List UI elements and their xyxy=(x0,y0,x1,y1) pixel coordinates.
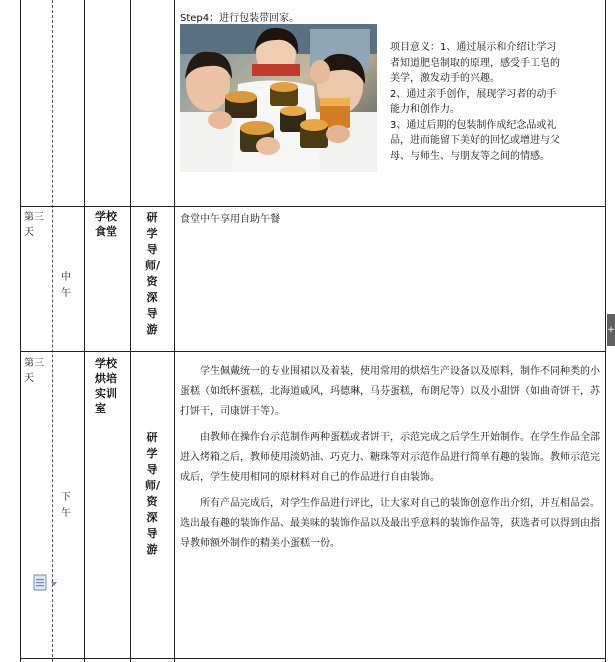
significance-line: 能力和创作力。 xyxy=(390,104,460,115)
grid-line xyxy=(20,658,606,659)
description-paragraph: 由教师在操作台示范制作两种蛋糕或者饼干，示范完成之后学生开始制作。在学生作品全部进入烤箱之后，教师使用淡奶油、巧克力、糖珠等对示范作品进行简单有趣的装饰。教师示范完成后，学生使用相同的原材料对自己的作品进行自由装饰。 xyxy=(180,432,600,483)
time-slot: 中午 xyxy=(61,272,71,299)
grid-line xyxy=(605,0,606,662)
day-label-line: 第三 xyxy=(24,358,44,369)
grid-line xyxy=(130,0,131,662)
step-title: Step4：进行包装带回家。 xyxy=(180,13,300,24)
description-paragraph: 学生佩戴统一的专业围裙以及着装，使用常用的烘焙生产设备以及原料，制作不同种类的小蛋糕（如纸杯蛋糕，北海道戚风，玛德琳，马芬蛋糕，布朗尼等）以及小甜饼（如曲奇饼干，苏打饼干，司康饼干等）。 xyxy=(180,366,600,417)
grid-line-dashed xyxy=(52,0,53,662)
project-significance xyxy=(390,40,604,164)
children-cupcakes-photo xyxy=(180,24,377,172)
significance-line: 者知道肥皂制取的原理，感受手工皂的 xyxy=(390,57,560,69)
grid-line xyxy=(20,206,606,207)
significance-line: 2、通过亲手创作，展现学习者的动手 xyxy=(390,88,557,100)
description-paragraph: 所有产品完成后，对学生作品进行评比，让大家对自己的装饰创意作出介绍，并互相品尝。选出最有趣的装饰作品、最美味的装饰作品以及最出乎意料的装饰作品等，获选者可以得到由指导教师额外制作的精美小蛋糕一份。 xyxy=(180,498,600,549)
time-slot: 下午 xyxy=(61,492,71,519)
grid-line xyxy=(20,0,21,662)
activity-description xyxy=(180,362,600,560)
day-label xyxy=(24,356,44,386)
significance-line: 品，进而能留下美好的回忆或增进与父 xyxy=(390,135,560,146)
day-label xyxy=(24,210,44,240)
expand-tab[interactable]: + xyxy=(607,314,615,346)
grid-line xyxy=(174,0,175,662)
day-label-line: 第三 xyxy=(24,212,44,223)
grid-line xyxy=(84,0,85,662)
significance-line: 3、通过后期的包装制作成纪念品或礼 xyxy=(390,119,557,131)
mentor: 研学导师/资深导游 xyxy=(145,211,161,336)
grid-line xyxy=(20,351,606,352)
day-label-line: 天 xyxy=(24,227,34,238)
activity-content: 食堂中午享用自助午餐 xyxy=(180,214,280,225)
significance-line: 母、与师生、与朋友等之间的情感。 xyxy=(390,150,550,162)
day-label-line: 天 xyxy=(24,373,34,384)
location: 学校食堂 xyxy=(95,210,117,238)
mentor: 研学导师/资深导游 xyxy=(145,431,161,556)
significance-line: 项目意义：1、通过展示和介绍让学习 xyxy=(390,42,557,53)
location: 学校烘培实训室 xyxy=(95,357,117,415)
significance-line: 美学，激发动手的兴趣。 xyxy=(390,73,500,84)
paste-options-icon[interactable] xyxy=(33,574,59,592)
